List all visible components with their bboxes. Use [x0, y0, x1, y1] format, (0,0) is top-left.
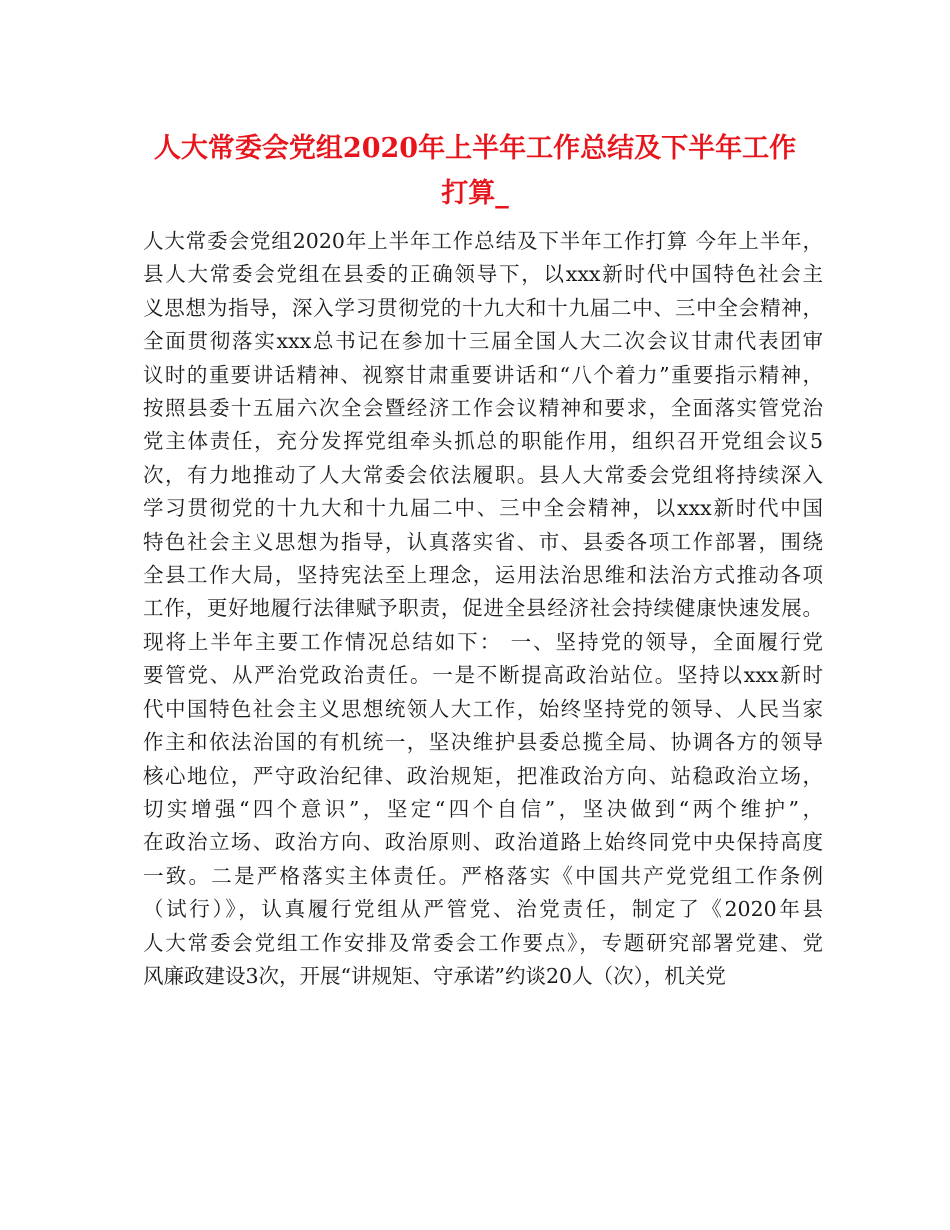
body-line: 风廉政建设3次，开展“讲规矩、守承诺”约谈20人（次），机关党 — [143, 963, 726, 988]
body-line: 切实增强“四个意识”，坚定“四个自信”，坚决做到“两个维护”， — [143, 796, 823, 821]
body-line: 次，有力地推动了人大常委会依法履职。县人大常委会党组将持续深入 — [143, 462, 823, 487]
body-line: （试行）》，认真履行党组从严管党、治党责任，制定了《2020年县 — [143, 897, 823, 922]
body-line: 作主和依法治国的有机统一，坚决维护县委总揽全局、协调各方的领导 — [143, 730, 823, 755]
body-line: 全面贯彻落实xxx总书记在参加十三届全国人大二次会议甘肃代表团审 — [143, 329, 823, 354]
body-line: 人大常委会党组2020年上半年工作总结及下半年工作打算 今年上半年， — [143, 229, 823, 253]
body-line: 县人大常委会党组在县委的正确领导下，以xxx新时代中国特色社会主 — [143, 262, 823, 287]
body-line: 按照县委十五届六次全会暨经济工作会议精神和要求，全面落实管党治 — [143, 396, 823, 421]
body-line: 在政治立场、政治方向、政治原则、政治道路上始终同党中央保持高度 — [143, 830, 823, 855]
body-line: 学习贯彻党的十九大和十九届二中、三中全会精神，以xxx新时代中国 — [143, 496, 823, 521]
body-line: 一致。二是严格落实主体责任。严格落实《中国共产党党组工作条例 — [143, 863, 823, 888]
body-line: 工作，更好地履行法律赋予职责，促进全县经济社会持续健康快速发展。 — [143, 596, 823, 621]
body-line: 党主体责任，充分发挥党组牵头抓总的职能作用，组织召开党组会议5 — [143, 429, 823, 454]
document-title-line-1: 人大常委会党组2020年上半年工作总结及下半年工作 — [153, 133, 797, 164]
document-body — [143, 225, 823, 993]
document-title-line-2: 打算_ — [441, 178, 509, 209]
body-line: 特色社会主义思想为指导，认真落实省、市、县委各项工作部署，围绕 — [143, 529, 823, 554]
body-line: 义思想为指导，深入学习贯彻党的十九大和十九届二中、三中全会精神， — [143, 295, 823, 320]
body-line: 现将上半年主要工作情况总结如下： 一、坚持党的领导，全面履行党 — [143, 629, 823, 654]
body-line: 要管党、从严治党政治责任。一是不断提高政治站位。坚持以xxx新时 — [143, 663, 823, 688]
body-line: 代中国特色社会主义思想统领人大工作，始终坚持党的领导、人民当家 — [143, 696, 823, 721]
body-line: 全县工作大局，坚持宪法至上理念，运用法治思维和法治方式推动各项 — [143, 563, 823, 588]
body-line: 人大常委会党组工作安排及常委会工作要点》，专题研究部署党建、党 — [143, 930, 823, 955]
body-line: 核心地位，严守政治纪律、政治规矩，把准政治方向、站稳政治立场， — [143, 763, 823, 788]
body-line: 议时的重要讲话精神、视察甘肃重要讲话和“八个着力”重要指示精神， — [143, 362, 823, 387]
